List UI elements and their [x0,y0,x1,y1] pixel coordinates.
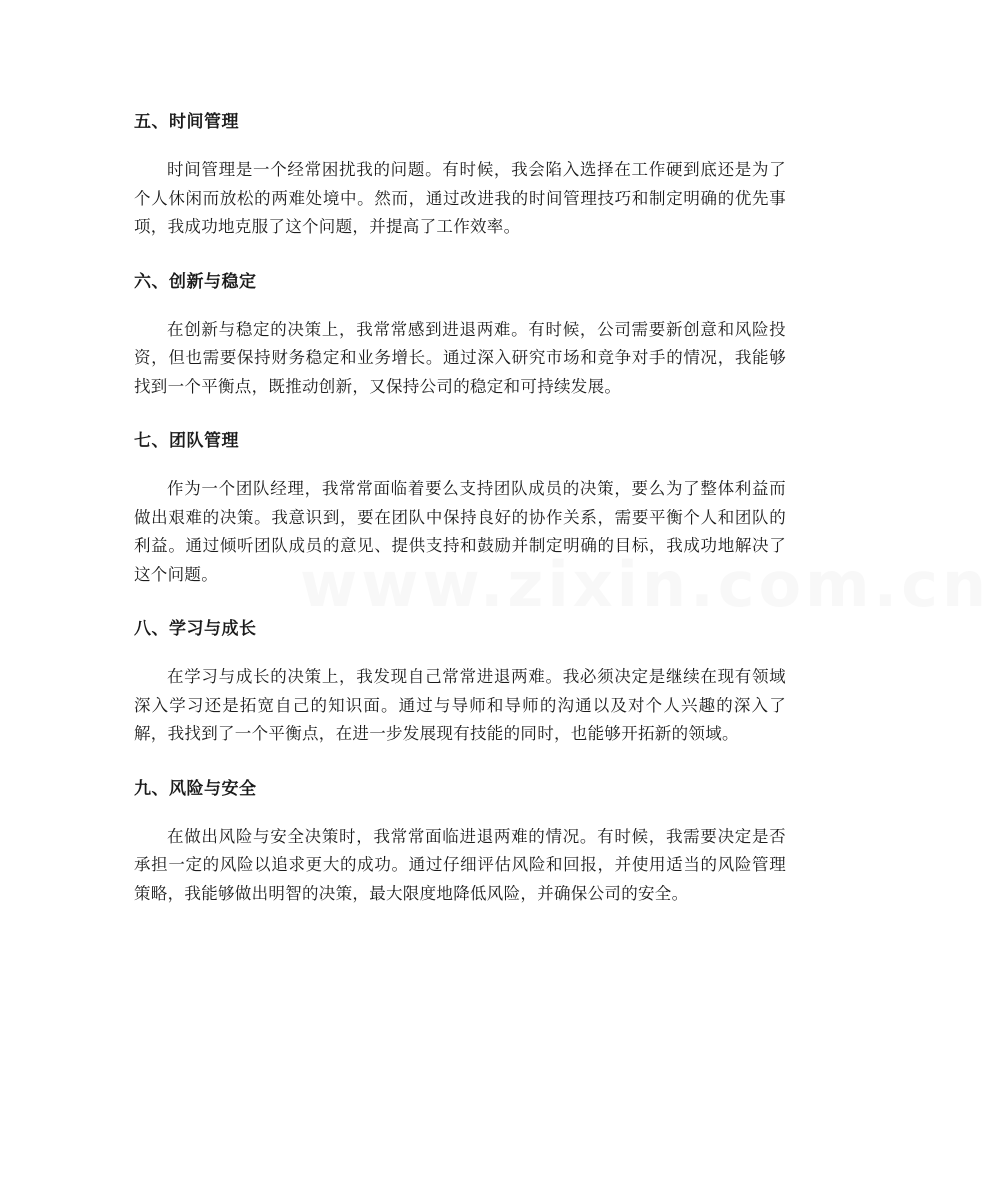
section-team-management [134,427,786,589]
section-paragraph: 在创新与稳定的决策上，我常常感到进退两难。有时候，公司需要新创意和风险投资，但也需要保持财务稳定和业务增长。通过深入研究市场和竞争对手的情况，我能够找到一个平衡点，既推动创新，又保持公司的稳定和可持续发展。 [134,319,786,396]
section-learning-growth [134,615,786,749]
section-paragraph: 作为一个团队经理，我常常面临着要么支持团队成员的决策，要么为了整体利益而做出艰难的决策。我意识到，要在团队中保持良好的协作关系，需要平衡个人和团队的利益。通过倾听团队成员的意见、提供支持和鼓励并制定明确的目标，我成功地解决了这个问题。 [134,479,786,584]
section-spacer [134,749,786,775]
section-spacer [134,589,786,615]
section-time-management [134,108,786,242]
section-spacer [134,242,786,268]
section-heading: 九、风险与安全 [134,778,257,799]
watermark: www.zixin.com.cn [300,548,990,621]
section-heading: 六、创新与稳定 [134,271,257,292]
section-heading: 七、团队管理 [134,431,239,451]
section-innovation-stability [134,268,786,402]
section-paragraph: 在学习与成长的决策上，我发现自己常常进退两难。我必须决定是继续在现有领域深入学习还是拓宽自己的知识面。通过与导师和导师的沟通以及对个人兴趣的深入了解，我找到了一个平衡点，在进一步发展现有技能的同时，也能够开拓新的领域。 [134,667,786,743]
section-paragraph: 在做出风险与安全决策时，我常常面临进退两难的情况。有时候，我需要决定是否承担一定的风险以追求更大的成功。通过仔细评估风险和回报，并使用适当的风险管理策略，我能够做出明智的决策，最大限度地降低风险，并确保公司的安全。 [134,826,786,903]
section-heading: 八、学习与成长 [134,619,257,639]
section-paragraph: 时间管理是一个经常困扰我的问题。有时候，我会陷入选择在工作硬到底还是为了个人休闲而放松的两难处境中。然而，通过改进我的时间管理技巧和制定明确的优先事项，我成功地克服了这个问题，并提高了工作效率。 [134,160,786,236]
section-heading: 五、时间管理 [134,112,239,132]
section-spacer [134,401,786,427]
section-risk-safety [134,775,786,909]
